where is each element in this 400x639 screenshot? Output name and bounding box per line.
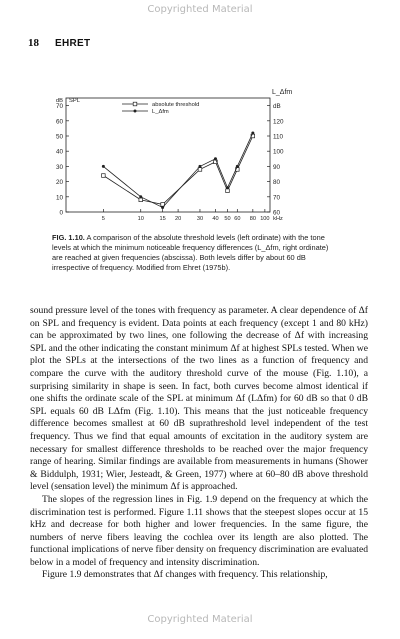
left-tick-label: 70 bbox=[55, 103, 63, 111]
x-tick-label: 50 bbox=[224, 216, 231, 222]
watermark-top: Copyrighted Material bbox=[147, 4, 253, 15]
plot-border bbox=[66, 98, 270, 212]
ldfm-point bbox=[226, 186, 229, 189]
left-axis-label-unit: dB bbox=[55, 98, 63, 104]
left-tick-label: 10 bbox=[55, 194, 63, 202]
series-layer bbox=[102, 131, 255, 208]
left-tick-label: 40 bbox=[55, 148, 63, 156]
x-tick-label: 10 bbox=[137, 216, 144, 222]
ldfm-point bbox=[102, 165, 105, 168]
right-tick-label: 70 bbox=[273, 194, 281, 202]
series-line bbox=[103, 133, 252, 207]
running-head-author: EHRET bbox=[55, 38, 91, 49]
right-tick-label: 120 bbox=[273, 118, 284, 126]
body-text bbox=[30, 305, 368, 582]
x-tick-label: 100 bbox=[260, 216, 270, 222]
left-tick-label: 50 bbox=[55, 133, 63, 141]
right-axis-ticks bbox=[267, 103, 284, 216]
legend-label: absolute threshold bbox=[152, 102, 200, 108]
x-tick-label: 80 bbox=[249, 216, 256, 222]
x-tick-label: kHz bbox=[273, 216, 283, 222]
ldfm-point bbox=[214, 157, 217, 160]
right-tick-label: 110 bbox=[273, 133, 284, 141]
paragraph: The slopes of the regression lines in Fig. 1.9 depend on the frequency at which the discrimination test is performed. Figure 1.11 shows that the steepest slopes occur at 15 kHz and decrease for both higher and lower frequencies. In the same figure, the numbers of nerve fibers leaving the cochlea over its length are also plotted. The functional implications of nerve fiber density on frequency discrimination are evaluated below in a model of frequency and intensity discrimination. bbox=[30, 493, 368, 568]
series-line bbox=[103, 136, 252, 204]
right-tick-label: dB bbox=[273, 103, 281, 111]
threshold-point bbox=[102, 174, 106, 178]
x-tick-label: 40 bbox=[212, 216, 219, 222]
threshold-point bbox=[139, 198, 143, 202]
legend-marker bbox=[133, 102, 137, 106]
paragraph: sound pressure level of the tones with frequency as parameter. A clear dependence of Δf on SPL and frequency is evident. Data points at each frequency (except 1 and 80 kHz) can be approximated by two lines, one following the decrease of Δf with increasing SPL and the other indicating the constant minimum Δf at highest SPLs tested. When we plot the SPLs at the intersections of the two lines as a function of frequency and compare the curve with the auditory threshold curve of the mouse (Fig. 1.10), a surprising similarity in shape is seen. In fact, both curves become almost identical if one shifts the ordinate scale of the SPL at minimum Δf (LΔfm) for 60 dB so that 0 dB SPL equals 60 dB LΔfm (Fig. 1.10). This means that the just noticeable frequency difference becomes smallest at 60 dB suprathreshold level independent of the test frequency. Thus we find that equal amounts of excitation in the auditory system are necessary for smallest difference thresholds to be reached over the major frequency range of hearing. Similar findings are available from measurements in humans (Shower & Biddulph, 1931; Wier, Jesteadt, & Green, 1977) where at 60–80 dB above threshold level (sensation level) the minimum Δf is approached. bbox=[30, 305, 368, 493]
figure-chart bbox=[0, 0, 400, 235]
figure-caption bbox=[52, 233, 332, 273]
threshold-point bbox=[226, 189, 230, 193]
right-tick-label: 60 bbox=[273, 209, 281, 217]
right-tick-label: 100 bbox=[273, 148, 284, 156]
paragraph: Figure 1.9 demonstrates that Δf changes with frequency. This relationship, bbox=[42, 569, 328, 581]
figure-number: FIG. 1.10. bbox=[52, 233, 85, 242]
ldfm-point bbox=[161, 206, 164, 209]
left-tick-label: 30 bbox=[55, 163, 63, 171]
left-tick-label: 20 bbox=[55, 179, 63, 187]
right-axis-label: L_Δfm bbox=[272, 89, 293, 96]
legend-label: L_Δfm bbox=[152, 109, 169, 115]
ldfm-point bbox=[251, 131, 254, 134]
x-tick-label: 5 bbox=[101, 216, 105, 222]
x-axis-ticks bbox=[102, 209, 283, 222]
left-tick-label: 60 bbox=[55, 118, 63, 126]
right-tick-label: 80 bbox=[273, 179, 281, 187]
left-axis-ticks bbox=[56, 103, 69, 216]
x-tick-label: 15 bbox=[159, 216, 166, 222]
x-tick-label: 60 bbox=[234, 216, 241, 222]
left-tick-label: 0 bbox=[59, 209, 63, 217]
page-number: 18 bbox=[28, 37, 39, 49]
legend-marker bbox=[134, 110, 137, 113]
ldfm-point bbox=[198, 165, 201, 168]
ldfm-point bbox=[139, 195, 142, 198]
figure-caption-text: A comparison of the absolute threshold levels (left ordinate) with the tone levels at which the minimum noticeable frequency differences (L_Δfm, right ordinate) are reached at given frequencies (abscissa). Both levels differ by about 60 dB irrespective of frequency. Modified from Ehret (1975b). bbox=[52, 233, 329, 272]
chart-legend bbox=[122, 102, 199, 115]
x-tick-label: 20 bbox=[174, 216, 182, 222]
ldfm-point bbox=[236, 165, 239, 168]
chart-frame bbox=[66, 98, 270, 212]
right-tick-label: 90 bbox=[273, 163, 281, 171]
watermark-bottom: Copyrighted Material bbox=[147, 614, 253, 625]
left-axis-label-name: SPL bbox=[69, 98, 80, 104]
x-tick-label: 30 bbox=[196, 216, 204, 222]
